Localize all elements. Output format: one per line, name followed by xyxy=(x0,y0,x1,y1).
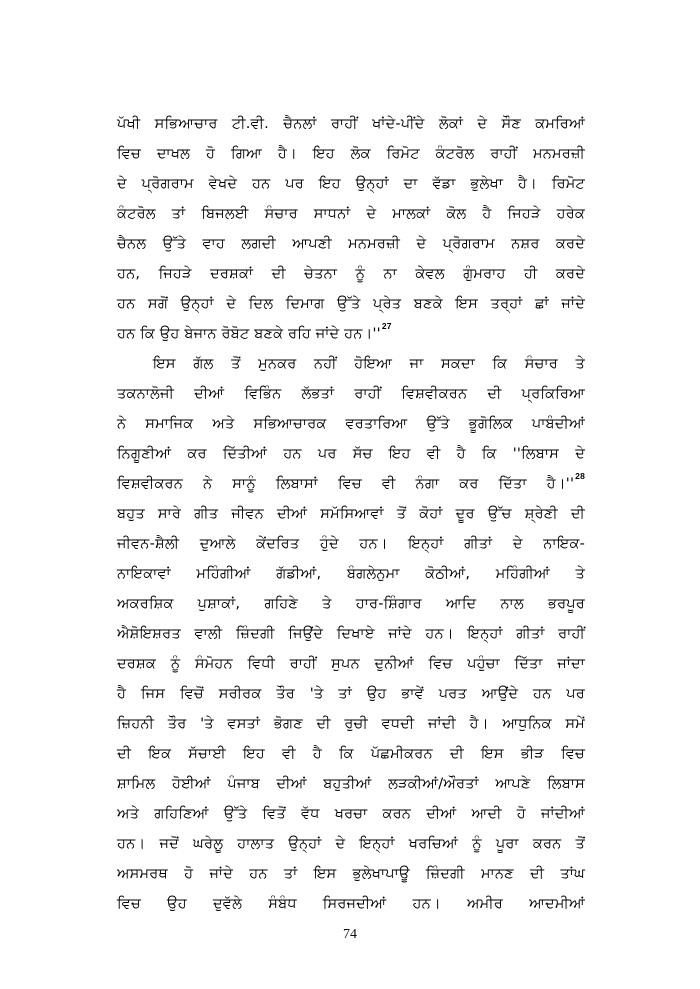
text-line: ਬਹੁਤ ਸਾਰੇ ਗੀਤ ਜੀਵਨ ਦੀਆਂ ਸਮੱਸਿਆਵਾਂ ਤੋਂ ਕੋਹਾਂ ਦੂਰ ਉੱਚ ਸ਼੍ਰੇਣੀ ਦੀ xyxy=(117,506,585,522)
text-line: ਜ਼ਿਹਨੀ ਤੌਰ 'ਤੇ ਵਸਤਾਂ ਭੋਗਣ ਦੀ ਰੁਚੀ ਵਧਦੀ ਜਾਂਦੀ ਹੈ। ਆਧੁਨਿਕ ਸਮੇਂ xyxy=(117,716,585,732)
text-line: ਅਕਰਸ਼ਿਕ ਪੁਸ਼ਾਕਾਂ, ਗਹਿਣੇ ਤੇ ਹਾਰ-ਸ਼ਿੰਗਾਰ ਆਦਿ ਨਾਲ ਭਰਪੂਰ xyxy=(117,596,585,612)
text-line: ਹੈ ਜਿਸ ਵਿਚੋਂ ਸਰੀਰਕ ਤੌਰ 'ਤੇ ਤਾਂ ਉਹ ਭਾਵੇਂ ਪਰਤ ਆਉਂਦੇ ਹਨ ਪਰ xyxy=(117,686,585,702)
text-line: ਦੇ ਪ੍ਰੋਗਰਾਮ ਵੇਖਦੇ ਹਨ ਪਰ ਇਹ ਉਨ੍ਹਾਂ ਦਾ ਵੱਡਾ ਭੁਲੇਖਾ ਹੈ। ਰਿਮੋਟ xyxy=(117,176,585,192)
text-line: ਪੱਖੀ ਸਭਿਆਚਾਰ ਟੀ.ਵੀ. ਚੈਨਲਾਂ ਰਾਹੀਂ ਖਾਂਦੇ-ਪੀਂਦੇ ਲੋਕਾਂ ਦੇ ਸੌਣ ਕਮਰਿਆਂ xyxy=(117,116,585,132)
text-line: ਹਨ, ਜਿਹੜੇ ਦਰਸ਼ਕਾਂ ਦੀ ਚੇਤਨਾ ਨੂੰ ਨਾ ਕੇਵਲ ਗੁੰਮਰਾਹ ਹੀ ਕਰਦੇ xyxy=(117,266,585,282)
footnote-reference[interactable]: 28 xyxy=(575,471,585,481)
text-line xyxy=(117,319,585,349)
body-text xyxy=(117,109,585,919)
text-line: ਵਿਚ ਦਾਖਲ ਹੋ ਗਿਆ ਹੈ। ਇਹ ਲੋਕ ਰਿਮੋਟ ਕੰਟਰੋਲ ਰਾਹੀਂ ਮਨਮਰਜ਼ੀ xyxy=(117,146,585,162)
page-number: 74 xyxy=(343,927,357,942)
text-line: ਤਕਨਾਲੋਜੀ ਦੀਆਂ ਵਿਭਿੰਨ ਲੱਭਤਾਂ ਰਾਹੀਂ ਵਿਸ਼ਵੀਕਰਨ ਦੀ ਪ੍ਰਕਿਰਿਆ xyxy=(117,386,585,402)
text-line-content: ਹਨ ਕਿ ਉਹ ਬੇਜਾਨ ਰੋਬੋਟ ਬਣਕੇ ਰਹਿ ਜਾਂਦੇ ਹਨ।'' xyxy=(117,326,381,342)
text-line: ਐਸ਼ੋਇਸ਼ਰਤ ਵਾਲੀ ਜ਼ਿੰਦਗੀ ਜਿਉਂਦੇ ਦਿਖਾਏ ਜਾਂਦੇ ਹਨ। ਇਨ੍ਹਾਂ ਗੀਤਾਂ ਰਾਹੀਂ xyxy=(117,626,585,642)
text-line-content: ਵਿਸ਼ਵੀਕਰਨ ਨੇ ਸਾਨੂੰ ਲਿਬਾਸਾਂ ਵਿਚ ਵੀ ਨੰਗਾ ਕਰ ਦਿੱਤਾ ਹੈ।'' xyxy=(117,476,575,492)
footnote-reference[interactable]: 27 xyxy=(381,321,392,331)
text-line: ਦਰਸ਼ਕ ਨੂੰ ਸੰਮੋਹਨ ਵਿਧੀ ਰਾਹੀਂ ਸੁਪਨ ਦੁਨੀਆਂ ਵਿਚ ਪਹੁੰਚਾ ਦਿੱਤਾ ਜਾਂਦਾ xyxy=(117,656,585,672)
text-line: ਕੰਟਰੋਲ ਤਾਂ ਬਿਜਲਈ ਸੰਚਾਰ ਸਾਧਨਾਂ ਦੇ ਮਾਲਕਾਂ ਕੋਲ ਹੈ ਜਿਹੜੇ ਹਰੇਕ xyxy=(117,206,585,222)
text-line: ਇਸ ਗੱਲ ਤੋਂ ਮੁਨਕਰ ਨਹੀਂ ਹੋਇਆ ਜਾ ਸਕਦਾ ਕਿ ਸੰਚਾਰ ਤੇ xyxy=(153,356,585,372)
text-line: ਜੀਵਨ-ਸ਼ੈਲੀ ਦੁਆਲੇ ਕੇਂਦਰਿਤ ਹੁੰਦੇ ਹਨ। ਇਨ੍ਹਾਂ ਗੀਤਾਂ ਦੇ ਨਾਇਕ- xyxy=(117,536,585,552)
text-line: ਚੈਨਲ ਉੱਤੇ ਵਾਹ ਲਗਦੀ ਆਪਣੀ ਮਨਮਰਜ਼ੀ ਦੇ ਪ੍ਰੋਗਰਾਮ ਨਸ਼ਰ ਕਰਦੇ xyxy=(117,236,585,252)
text-line: ਦੀ ਇਕ ਸੱਚਾਈ ਇਹ ਵੀ ਹੈ ਕਿ ਪੱਛਮੀਕਰਨ ਦੀ ਇਸ ਭੀੜ ਵਿਚ xyxy=(117,746,585,762)
text-line: ਨਾਇਕਾਵਾਂ ਮਹਿੰਗੀਆਂ ਗੱਡੀਆਂ, ਬੰਗਲੇਨੁਮਾ ਕੋਠੀਆਂ, ਮਹਿੰਗੀਆਂ ਤੇ xyxy=(117,566,585,582)
text-line: ਨੇ ਸਮਾਜਿਕ ਅਤੇ ਸਭਿਆਚਾਰਕ ਵਰਤਾਰਿਆ ਉੱਤੇ ਭੂਗੋਲਿਕ ਪਾਬੰਦੀਆਂ xyxy=(117,416,585,432)
text-line: ਸ਼ਾਮਿਲ ਹੋਈਆਂ ਪੰਜਾਬ ਦੀਆਂ ਬਹੁਤੀਆਂ ਲੜਕੀਆਂ/ਔਰਤਾਂ ਆਪਣੇ ਲਿਬਾਸ xyxy=(117,776,585,792)
text-line: ਵਿਚ ਉਹ ਦੁਵੱਲੇ ਸੰਬੰਧ ਸਿਰਜਦੀਆਂ ਹਨ। ਅਮੀਰ ਆਦਮੀਆਂ xyxy=(117,896,585,912)
text-line xyxy=(117,469,585,499)
text-line: ਨਿਗੂਣੀਆਂ ਕਰ ਦਿੱਤੀਆਂ ਹਨ ਪਰ ਸੱਚ ਇਹ ਵੀ ਹੈ ਕਿ ''ਲਿਬਾਸ ਦੇ xyxy=(117,446,585,462)
text-line: ਅਸਮਰਥ ਹੋ ਜਾਂਦੇ ਹਨ ਤਾਂ ਇਸ ਭੁਲੇਖਾਪਾਊ ਜ਼ਿੰਦਗੀ ਮਾਨਣ ਦੀ ਤਾਂਘ xyxy=(117,866,585,882)
text-line: ਹਨ ਸਗੋਂ ਉਨ੍ਹਾਂ ਦੇ ਦਿਲ ਦਿਮਾਗ ਉੱਤੇ ਪ੍ਰੇਤ ਬਣਕੇ ਇਸ ਤਰ੍ਹਾਂ ਛਾਂ ਜਾਂਦੇ xyxy=(117,296,585,312)
text-line: ਅਤੇ ਗਹਿਣਿਆਂ ਉੱਤੇ ਵਿਤੋਂ ਵੱਧ ਖਰਚਾ ਕਰਨ ਦੀਆਂ ਆਦੀ ਹੋ ਜਾਂਦੀਆਂ xyxy=(117,806,585,822)
text-line: ਹਨ। ਜਦੋਂ ਘਰੇਲੂ ਹਾਲਾਤ ਉਨ੍ਹਾਂ ਦੇ ਇਨ੍ਹਾਂ ਖਰਚਿਆਂ ਨੂੰ ਪੂਰਾ ਕਰਨ ਤੋਂ xyxy=(117,836,585,852)
